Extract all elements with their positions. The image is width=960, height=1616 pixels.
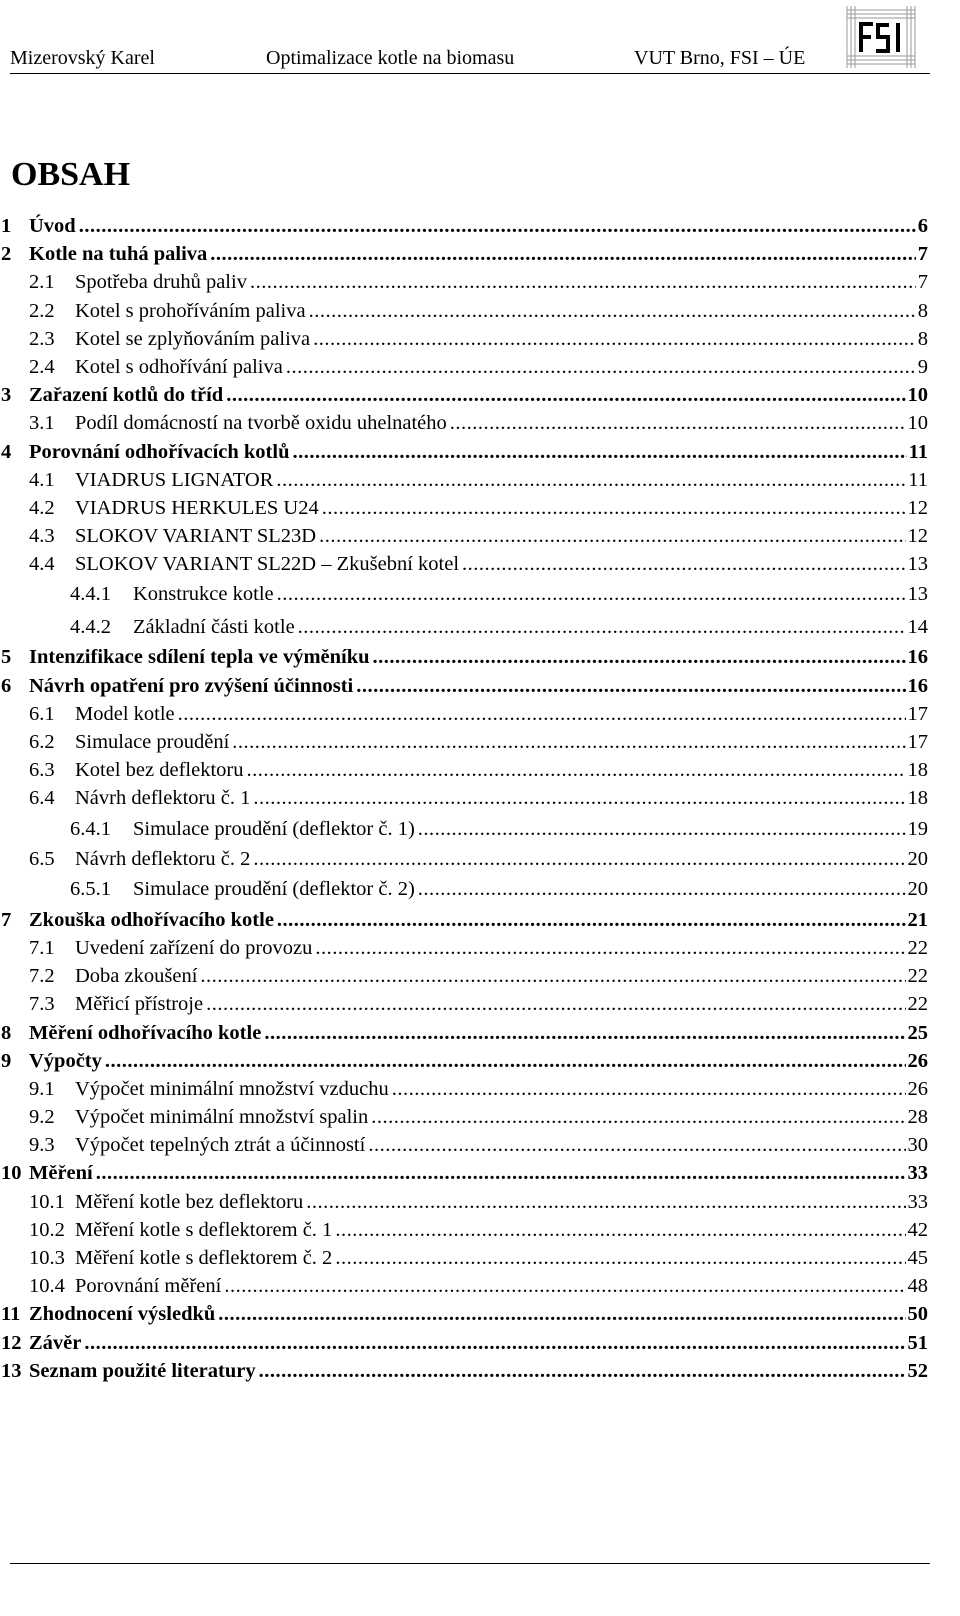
toc-entry-number: 6.4 (29, 787, 55, 810)
toc-entry-title: Model kotle (75, 702, 175, 725)
dot-leader (79, 212, 916, 240)
toc-entry-number: 6 (1, 674, 12, 697)
toc-entry-title: Zkouška odhořívacího kotle (29, 908, 274, 931)
dot-leader (373, 643, 906, 671)
toc-entry-page: 9 (917, 355, 928, 378)
toc-entry-page: 28 (907, 1106, 928, 1129)
dot-leader (298, 611, 906, 644)
toc-entry-title: Měření kotle s deflektorem č. 1 (75, 1218, 333, 1241)
toc-entry-title: Měřicí přístroje (75, 993, 204, 1016)
toc-entry (0, 438, 928, 466)
dot-leader (96, 1159, 906, 1187)
toc-entry-title: Výpočet minimální množství vzduchu (75, 1077, 389, 1100)
toc-entry-title: Základní části kotle (133, 615, 295, 638)
toc-entry-number: 4.4.2 (70, 615, 111, 638)
toc-entry-number: 10 (1, 1162, 22, 1185)
toc-entry-page: 8 (917, 299, 928, 322)
toc-entry-page: 51 (907, 1331, 928, 1354)
toc-entry-number: 6.5.1 (70, 878, 111, 901)
dot-leader (253, 784, 905, 812)
dot-leader (246, 756, 905, 784)
toc-entry (0, 1047, 928, 1075)
toc-entry-page: 50 (907, 1303, 928, 1326)
toc-entry (0, 297, 928, 325)
header-rule (10, 73, 930, 74)
toc-entry-number: 8 (1, 1021, 12, 1044)
toc-entry-title: Návrh deflektoru č. 2 (75, 848, 251, 871)
toc-entry-title: Porovnání odhořívacích kotlů (29, 440, 290, 463)
toc-entry (0, 611, 928, 644)
toc-entry-title: Seznam použité literatury (29, 1359, 256, 1382)
toc-entry-page: 8 (917, 327, 928, 350)
toc-entry (0, 784, 928, 812)
toc-entry-page: 7 (917, 271, 928, 294)
toc-entry-page: 17 (907, 731, 928, 753)
toc-entry-page: 26 (907, 1049, 928, 1072)
dot-leader (84, 1329, 905, 1357)
dot-leader (218, 1300, 905, 1328)
dot-leader (178, 700, 906, 728)
toc-entry (0, 268, 928, 296)
dot-leader (315, 934, 905, 962)
dot-leader (313, 325, 916, 353)
toc-entry-number: 6.4.1 (70, 817, 111, 840)
toc-entry-number: 9.2 (29, 1106, 55, 1129)
dot-leader (292, 438, 906, 466)
toc-entry-title: Porovnání měření (75, 1275, 222, 1298)
toc-entry (0, 1019, 928, 1047)
toc-entry (0, 1244, 928, 1272)
toc-entry-title: Podíl domácností na tvorbě oxidu uhelnatého (75, 412, 447, 435)
dot-leader (226, 381, 905, 409)
toc-entry-page: 18 (907, 787, 928, 810)
toc-entry-number: 10.1 (29, 1190, 65, 1213)
toc-entry (0, 643, 928, 671)
toc-entry (0, 578, 928, 611)
toc-entry-number: 10.2 (29, 1218, 65, 1241)
toc-entry (0, 494, 928, 522)
toc-entry-number: 6.5 (29, 848, 55, 871)
footer-rule (10, 1563, 930, 1564)
toc-entry-page: 12 (907, 496, 928, 519)
toc-entry-number: 6.3 (29, 759, 55, 782)
toc-entry-number: 1 (1, 215, 12, 237)
toc-entry (0, 873, 928, 906)
toc-entry-page: 11 (908, 468, 928, 491)
dot-leader (319, 522, 905, 550)
toc-entry-number: 9.3 (29, 1134, 55, 1157)
toc-entry (0, 1357, 928, 1385)
toc-entry-number: 2.2 (29, 299, 55, 322)
toc-entry-number: 4.1 (29, 468, 55, 491)
toc-entry-number: 12 (1, 1331, 22, 1354)
toc-entry-title: VIADRUS LIGNATOR (75, 468, 274, 491)
toc-entry-page: 14 (907, 615, 928, 638)
dot-leader (206, 990, 905, 1018)
toc-entry (0, 409, 928, 437)
toc-entry (0, 700, 928, 728)
dot-leader (450, 409, 906, 437)
toc-entry (0, 813, 928, 846)
toc-entry (0, 381, 928, 409)
toc-entry-title: SLOKOV VARIANT SL23D (75, 525, 317, 548)
toc-entry-number: 9 (1, 1049, 12, 1072)
toc-entry-title: Uvedení zařízení do provozu (75, 936, 313, 959)
toc-entry (0, 672, 928, 700)
dot-leader (224, 1272, 905, 1300)
toc-entry-number: 9.1 (29, 1077, 55, 1100)
toc-entry-page: 48 (907, 1275, 928, 1298)
toc-entry-number: 3 (1, 384, 12, 407)
toc-entry (0, 1159, 928, 1187)
dot-leader (335, 1216, 905, 1244)
toc-entry-number: 7 (1, 908, 12, 931)
toc-entry-page: 13 (907, 583, 928, 606)
toc-entry (0, 1131, 928, 1159)
toc-entry-number: 13 (1, 1359, 22, 1382)
toc-entry-number: 4.2 (29, 496, 55, 519)
toc-entry-page: 17 (907, 702, 928, 725)
toc-entry-title: SLOKOV VARIANT SL22D – Zkušební kotel (75, 553, 460, 576)
toc-entry-title: Výpočet tepelných ztrát a účinností (75, 1134, 366, 1157)
toc-entry-title: Zhodnocení výsledků (29, 1303, 216, 1326)
toc-entry (0, 1188, 928, 1216)
toc-entry-number: 6.2 (29, 731, 55, 753)
dot-leader (250, 268, 916, 296)
toc-entry-title: Simulace proudění (75, 731, 230, 753)
toc-entry-title: Intenzifikace sdílení tepla ve výměníku (29, 646, 370, 669)
dot-leader (418, 813, 906, 846)
toc-entry-page: 22 (907, 993, 928, 1016)
fsi-logo (845, 4, 917, 70)
toc-entry-page: 10 (907, 384, 928, 407)
toc-entry-number: 4.4 (29, 553, 55, 576)
toc-entry (0, 550, 928, 578)
toc-entry-title: Kotle na tuhá paliva (29, 243, 208, 266)
toc-entry (0, 756, 928, 784)
toc-entry-page: 33 (907, 1162, 928, 1185)
dot-leader (105, 1047, 906, 1075)
toc-entry-number: 2 (1, 243, 12, 266)
toc-entry-title: Návrh deflektoru č. 1 (75, 787, 251, 810)
toc-entry-number: 2.4 (29, 355, 55, 378)
dot-leader (276, 466, 906, 494)
header-author: Mizerovský Karel (10, 47, 155, 69)
dot-leader (264, 1019, 905, 1047)
toc-entry-number: 4.3 (29, 525, 55, 548)
toc-heading: OBSAH (11, 156, 131, 193)
toc-entry-page: 12 (907, 525, 928, 548)
dot-leader (232, 728, 905, 756)
toc-entry (0, 353, 928, 381)
header-title: Optimalizace kotle na biomasu (266, 47, 515, 69)
toc-entry-page: 20 (907, 848, 928, 871)
toc-entry (0, 240, 928, 268)
toc-entry (0, 728, 928, 756)
dot-leader (286, 353, 916, 381)
toc-entry (0, 1103, 928, 1131)
toc-entry-title: Simulace proudění (deflektor č. 2) (133, 878, 415, 901)
toc-entry-page: 7 (917, 243, 928, 266)
toc-entry-page: 22 (907, 936, 928, 959)
toc-entry-page: 20 (907, 878, 928, 901)
toc-entry-title: Měření odhořívacího kotle (29, 1021, 262, 1044)
running-header (10, 44, 830, 72)
toc-entry-title: Měření kotle bez deflektoru (75, 1190, 304, 1213)
toc-entry (0, 845, 928, 873)
toc-entry-title: Zařazení kotlů do tříd (29, 384, 224, 407)
dot-leader (277, 578, 906, 611)
dot-leader (368, 1131, 905, 1159)
toc-entry (0, 1300, 928, 1328)
toc-entry-number: 3.1 (29, 412, 55, 435)
toc-entry (0, 1216, 928, 1244)
toc-entry (0, 212, 928, 240)
dot-leader (392, 1075, 906, 1103)
toc-entry-page: 21 (907, 908, 928, 931)
toc-entry-page: 25 (907, 1021, 928, 1044)
dot-leader (259, 1357, 906, 1385)
toc-entry-title: VIADRUS HERKULES U24 (75, 496, 319, 519)
header-institution: VUT Brno, FSI – ÚE (634, 47, 806, 69)
toc-entry-number: 5 (1, 646, 12, 669)
toc-entry-title: Měření (29, 1162, 93, 1185)
toc-entry-title: Návrh opatření pro zvýšení účinnosti (29, 674, 354, 697)
toc-entry (0, 522, 928, 550)
toc-entry-page: 18 (907, 759, 928, 782)
toc-entry-title: Měření kotle s deflektorem č. 2 (75, 1247, 333, 1269)
toc-entry-number: 4.4.1 (70, 583, 111, 606)
dot-leader (253, 845, 905, 873)
toc-entry-title: Konstrukce kotle (133, 583, 274, 606)
toc-entry (0, 1075, 928, 1103)
toc-entry (0, 1272, 928, 1300)
dot-leader (200, 962, 905, 990)
toc-entry-number: 10.3 (29, 1247, 65, 1269)
toc-entry-title: Kotel s prohoříváním paliva (75, 299, 306, 322)
toc-entry-page: 10 (907, 412, 928, 435)
toc-entry-number: 7.1 (29, 936, 55, 959)
toc-entry-page: 33 (907, 1190, 928, 1213)
toc-entry (0, 906, 928, 934)
toc-entry-title: Závěr (29, 1331, 82, 1354)
toc-entry-title: Výpočty (29, 1049, 102, 1072)
toc-entry-number: 2.1 (29, 271, 55, 294)
toc-entry-page: 13 (907, 553, 928, 576)
table-of-contents (0, 212, 928, 1385)
toc-entry (0, 1329, 928, 1357)
toc-entry-page: 45 (907, 1247, 928, 1269)
toc-entry-page: 16 (907, 646, 928, 669)
toc-entry-number: 4 (1, 440, 12, 463)
toc-entry-page: 6 (917, 215, 928, 237)
toc-entry-page: 42 (907, 1218, 928, 1241)
toc-entry-title: Kotel bez deflektoru (75, 759, 244, 782)
toc-entry (0, 934, 928, 962)
toc-entry (0, 325, 928, 353)
toc-entry-number: 7.2 (29, 965, 55, 988)
toc-entry-number: 10.4 (29, 1275, 65, 1298)
toc-entry-page: 26 (907, 1077, 928, 1100)
toc-entry (0, 990, 928, 1018)
toc-entry (0, 962, 928, 990)
toc-entry-number: 11 (1, 1303, 21, 1326)
toc-entry-title: Výpočet minimální množství spalin (75, 1106, 369, 1129)
toc-entry-title: Spotřeba druhů paliv (75, 271, 247, 294)
dot-leader (356, 672, 905, 700)
toc-entry (0, 466, 928, 494)
dot-leader (210, 240, 915, 268)
dot-leader (418, 873, 906, 906)
dot-leader (306, 1188, 905, 1216)
toc-entry-number: 7.3 (29, 993, 55, 1016)
toc-entry-page: 30 (907, 1134, 928, 1157)
toc-entry-number: 2.3 (29, 327, 55, 350)
dot-leader (371, 1103, 905, 1131)
toc-entry-title: Úvod (29, 215, 76, 237)
toc-entry-number: 6.1 (29, 702, 55, 725)
dot-leader (335, 1244, 905, 1272)
toc-entry-page: 22 (907, 965, 928, 988)
toc-entry-title: Kotel se zplyňováním paliva (75, 327, 311, 350)
toc-entry-title: Simulace proudění (deflektor č. 1) (133, 817, 415, 840)
toc-entry-title: Kotel s odhořívání paliva (75, 355, 283, 378)
dot-leader (277, 906, 906, 934)
toc-entry-page: 11 (908, 440, 928, 463)
toc-entry-page: 52 (907, 1359, 928, 1382)
dot-leader (322, 494, 906, 522)
toc-entry-page: 16 (907, 674, 928, 697)
toc-entry-title: Doba zkoušení (75, 965, 198, 988)
toc-entry-page: 19 (907, 817, 928, 840)
dot-leader (309, 297, 916, 325)
dot-leader (462, 550, 905, 578)
